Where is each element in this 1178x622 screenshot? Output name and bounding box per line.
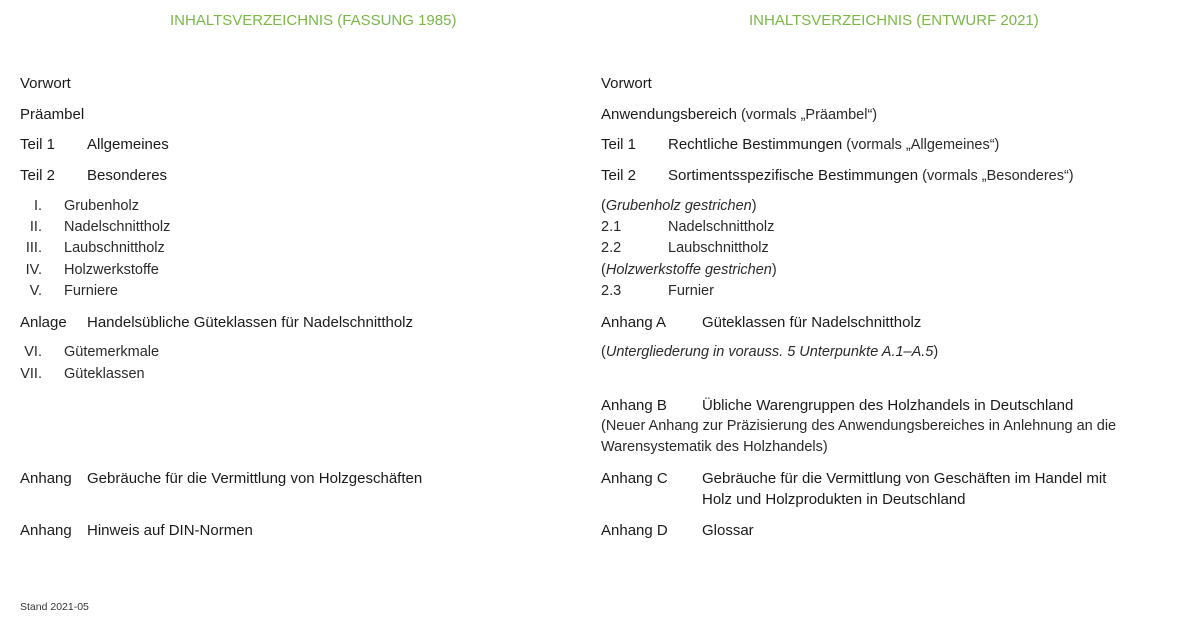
- right-anhangC-label: Anhang C: [601, 470, 668, 487]
- right-item-label: Nadelschnittholz: [668, 219, 775, 235]
- left-teil2-label: Teil 2: [20, 167, 56, 184]
- left-item-num: IV.: [25, 262, 42, 278]
- left-anlage-title: Handelsübliche Güteklassen für Nadelschnittholz: [87, 314, 414, 331]
- left-anhang2-label: Anhang: [20, 522, 72, 539]
- right-anhangA-note: (Untergliederung in vorauss. 5 Unterpunkte A.1–A.5): [601, 344, 939, 360]
- left-anlage-num: VII.: [20, 366, 42, 382]
- left-item-label: Grubenholz: [64, 198, 139, 214]
- right-teil1-note: (vormals „Allgemeines“): [842, 137, 1000, 153]
- left-item-num: II.: [29, 219, 42, 235]
- right-anhangA-label: Anhang A: [601, 314, 667, 331]
- left-anhang2-title: Hinweis auf DIN-Normen: [87, 522, 253, 539]
- right-teil1: [668, 134, 999, 156]
- right-anwendung-note: (vormals „Präambel“): [736, 107, 878, 123]
- left-item-label: Laubschnittholz: [64, 240, 165, 256]
- right-teil2-note: (vormals „Besonderes“): [918, 168, 1074, 184]
- left-anlage-item: Gütemerkmale: [64, 344, 160, 360]
- right-grubenholz-text: Grubenholz gestrichen: [605, 198, 752, 214]
- left-teil1-label: Teil 1: [20, 136, 56, 153]
- right-teil2-title: Sortimentsspezifische Bestimmungen: [668, 167, 919, 184]
- left-anlage-label: Anlage: [20, 314, 67, 331]
- left-item-num: V.: [29, 283, 42, 299]
- left-item-label: Holzwerkstoffe: [64, 262, 159, 278]
- left-item-label: Nadelschnittholz: [64, 219, 171, 235]
- right-anhangC-title-line2: Holz und Holzprodukten in Deutschland: [702, 491, 966, 508]
- left-anlage-num: VI.: [24, 344, 42, 360]
- right-anwendung: [601, 104, 877, 126]
- left-anlage-item: Güteklassen: [64, 366, 145, 382]
- right-heading: INHALTSVERZEICHNIS (ENTWURF 2021): [749, 12, 1039, 29]
- right-item-label: Laubschnittholz: [668, 240, 769, 256]
- right-anhangA-title: Güteklassen für Nadelschnittholz: [702, 314, 922, 331]
- left-item-num: I.: [33, 198, 42, 214]
- left-item-label: Furniere: [64, 283, 118, 299]
- left-heading: INHALTSVERZEICHNIS (FASSUNG 1985): [170, 12, 457, 29]
- right-item-num: 2.3: [601, 283, 622, 299]
- left-item-num: III.: [25, 240, 42, 256]
- right-anhangC-title-line1: Gebräuche für die Vermittlung von Geschäften im Handel mit: [702, 470, 1107, 487]
- left-teil2-title: Besonderes: [87, 167, 168, 184]
- footer-stand: Stand 2021-05: [20, 601, 89, 613]
- left-anhang1-label: Anhang: [20, 470, 72, 487]
- right-item-label: Furnier: [668, 283, 714, 299]
- left-teil1-title: Allgemeines: [87, 136, 169, 153]
- right-holzwerkstoffe-note: (Holzwerkstoffe gestrichen): [601, 262, 777, 278]
- right-anhangB-note-line2: Warensystematik des Holzhandels): [601, 439, 828, 455]
- right-anhangD-label: Anhang D: [601, 522, 668, 539]
- right-anhangB-title: Übliche Warengruppen des Holzhandels in Deutschland: [702, 397, 1074, 414]
- right-item-num: 2.2: [601, 240, 622, 256]
- right-anwendung-title: Anwendungsbereich: [601, 106, 737, 123]
- right-teil2: [668, 165, 1074, 187]
- left-anhang1-title: Gebräuche für die Vermittlung von Holzgeschäften: [87, 470, 423, 487]
- right-teil2-label: Teil 2: [601, 167, 637, 184]
- right-vorwort: Vorwort: [601, 75, 652, 92]
- left-vorwort: Vorwort: [20, 75, 71, 92]
- right-anhangA-note-text: Untergliederung in vorauss. 5 Unterpunkte A.1–A.5: [605, 344, 934, 360]
- right-teil1-label: Teil 1: [601, 136, 637, 153]
- right-item-num: 2.1: [601, 219, 622, 235]
- right-anhangB-label: Anhang B: [601, 397, 667, 414]
- right-anhangD-title: Glossar: [702, 522, 754, 539]
- right-grubenholz-note: (Grubenholz gestrichen): [601, 198, 757, 214]
- left-praeambel: Präambel: [20, 106, 85, 123]
- right-teil1-title: Rechtliche Bestimmungen: [668, 136, 843, 153]
- right-anhangB-note-line1: (Neuer Anhang zur Präzisierung des Anwendungsbereiches in Anlehnung an die: [601, 418, 1117, 434]
- right-holzwerkstoffe-text: Holzwerkstoffe gestrichen: [605, 262, 772, 278]
